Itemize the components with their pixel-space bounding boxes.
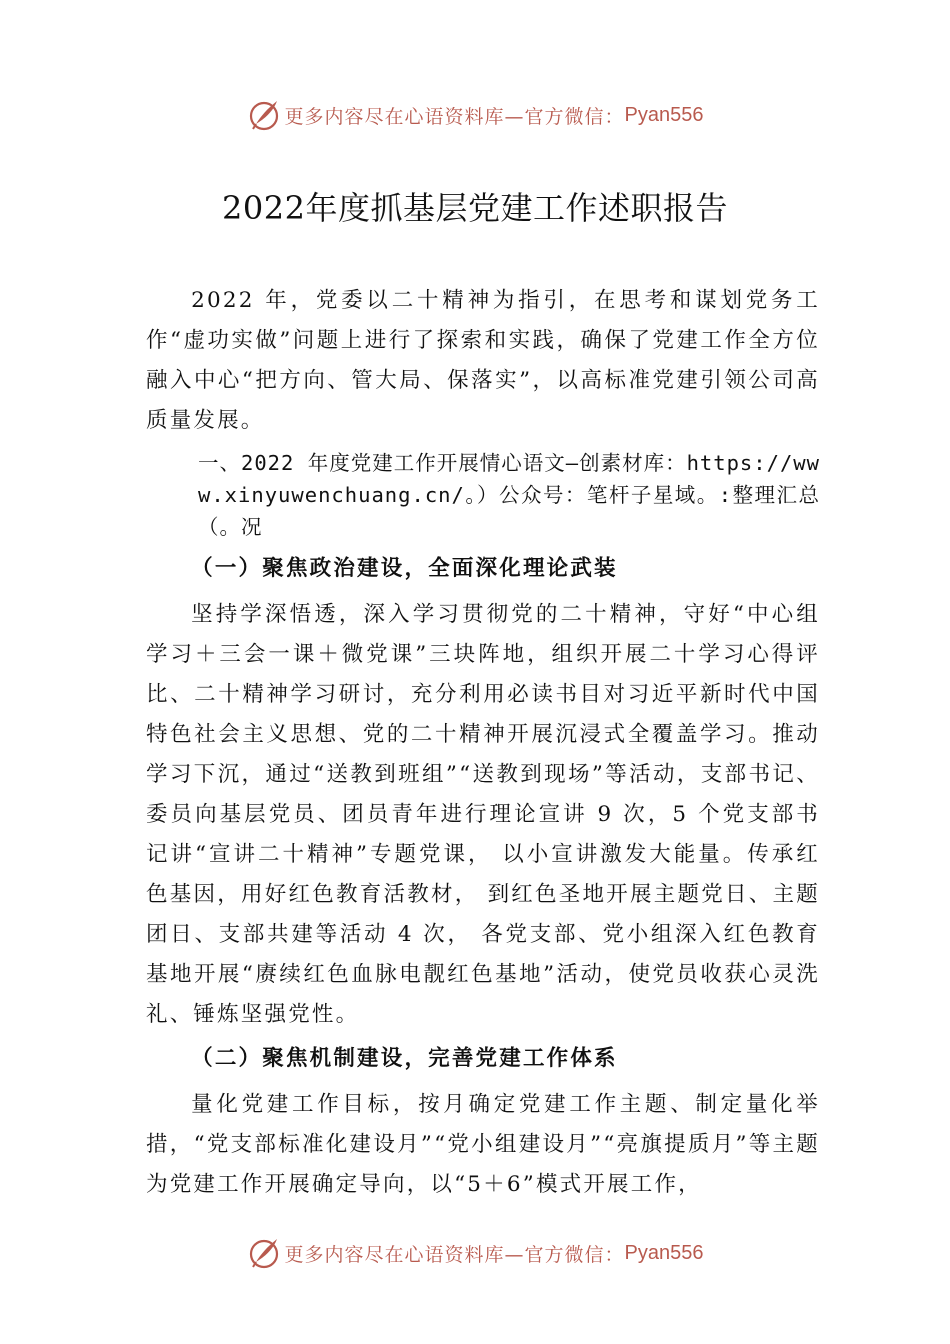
header-watermark-banner (0, 95, 950, 135)
section-heading-1: 一、2022 年度党建工作开展情心语文—创素材库：https://www.xinyuwenchuang.cn/。）公众号：笔杆子星域。:整理汇总（。况 (198, 451, 820, 539)
banner-text: 更多内容尽在心语资料库—官方微信： (284, 105, 625, 128)
banner-wechat-id: Pyan556 (624, 1241, 704, 1264)
intro-paragraph: 2022 年，党委以二十精神为指引，在思考和谋划党务工作“虚功实做”问题上进行了探索和实践，确保了党建工作全方位融入中心“把方向、管大局、保落实”，以高标准党建引领公司高质量发展。 (146, 288, 820, 433)
subsection-heading-1: （一）聚焦政治建设，全面深化理论武装 (191, 556, 618, 581)
document-body (146, 281, 820, 1205)
subsection-paragraph-2: 量化党建工作目标，按月确定党建工作主题、制定量化举措，“党支部标准化建设月”“党小组建设月”“亮旗提质月”等主题为党建工作开展确定导向，以“5＋6”模式开展工作， (146, 1092, 820, 1197)
banner-text: 更多内容尽在心语资料库—官方微信： (284, 1243, 625, 1266)
subsection-heading-2: （二）聚焦机制建设，完善党建工作体系 (191, 1046, 618, 1071)
subsection-paragraph-1: 坚持学深悟透，深入学习贯彻党的二十精神，守好“中心组学习＋三会一课＋微党课”三块阵地，组织开展二十学习心得评比、二十精神学习研讨，充分利用必读书目对习近平新时代中国特色社会主义思想、党的二十精神开展沉浸式全覆盖学习。推动学习下沉，通过“送教到班组”“送教到现场”等活动，支部书记、委员向基层党员、团员青年进行理论宣讲 9 次，5 个党支部书记讲“宣讲二十精神”专题党课， 以小宣讲激发大能量。传承红色基因，用好红色教育活教材， 到红色圣地开展主题党日、主题团日、支部共建等活动 4 次， 各党支部、党小组深入红色教育基地开展“赓续红色血脉电靓红色基地”活动，使党员收获心灵洗礼、锤炼坚强党性。 (146, 602, 820, 1027)
footer-watermark-banner (0, 1233, 950, 1273)
quill-logo-icon (247, 98, 281, 132)
document-title: 2022年度抓基层党建工作述职报告 (222, 189, 728, 227)
quill-logo-icon (247, 1236, 281, 1270)
banner-wechat-id: Pyan556 (624, 103, 704, 126)
